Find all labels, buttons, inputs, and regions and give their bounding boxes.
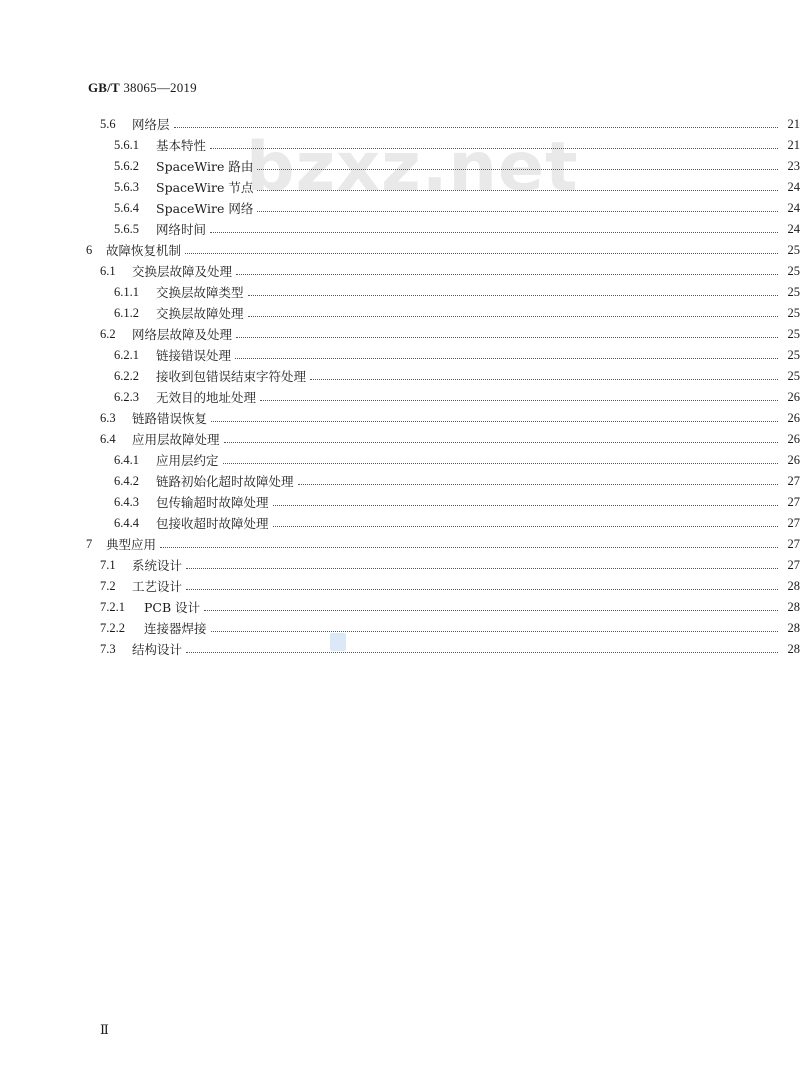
toc-entry-number: 6.4.1 (114, 453, 139, 467)
toc-entry-page: 23 (787, 159, 800, 173)
toc-entry-page: 24 (787, 180, 800, 194)
toc-dot-leader (236, 274, 778, 275)
toc-entry-title: 网络层 (132, 117, 170, 132)
toc-entry-page: 24 (787, 222, 800, 236)
toc-entry-page: 24 (787, 201, 800, 215)
toc-entry-number: 5.6.4 (114, 201, 139, 215)
toc-entry-title: 包传输超时故障处理 (156, 495, 269, 510)
toc-entry[interactable] (0, 219, 800, 240)
toc-dot-leader (174, 127, 778, 128)
toc-dot-leader (260, 400, 778, 401)
toc-entry-title: SpaceWire 网络 (156, 201, 254, 216)
toc-entry-number: 6 (86, 243, 93, 257)
toc-entry-title: PCB 设计 (144, 600, 201, 615)
toc-entry-page: 26 (787, 453, 800, 467)
toc-entry-title: 交换层故障类型 (156, 285, 244, 300)
toc-entry-number: 6.2.2 (114, 369, 139, 383)
toc-entry-page: 25 (787, 285, 800, 299)
standard-prefix: GB/T (88, 80, 120, 95)
toc-entry[interactable] (0, 555, 800, 576)
toc-entry-number: 6.4.3 (114, 495, 139, 509)
toc-entry[interactable] (0, 114, 800, 135)
toc-entry-page: 25 (787, 243, 800, 257)
toc-dot-leader (248, 295, 778, 296)
toc-entry-number: 6.4 (100, 432, 116, 446)
toc-entry-number: 5.6.5 (114, 222, 139, 236)
toc-entry[interactable] (0, 639, 800, 660)
toc-entry-title: 交换层故障处理 (156, 306, 244, 321)
toc-dot-leader (210, 232, 778, 233)
toc-entry-page: 25 (787, 327, 800, 341)
toc-entry-page: 27 (787, 516, 800, 530)
toc-entry[interactable] (0, 618, 800, 639)
toc-entry-title: 接收到包错误结束字符处理 (156, 369, 307, 384)
toc-entry-page: 26 (787, 411, 800, 425)
toc-entry-page: 21 (787, 117, 800, 131)
toc-entry-number: 7.1 (100, 558, 116, 572)
toc-dot-leader (273, 505, 778, 506)
toc-entry[interactable] (0, 345, 800, 366)
page-number: Ⅱ (100, 1022, 109, 1037)
standard-number: 38065—2019 (123, 80, 197, 95)
toc-dot-leader (257, 169, 778, 170)
toc-dot-leader (210, 148, 778, 149)
toc-entry-title: 结构设计 (132, 642, 183, 657)
toc-entry-page: 28 (787, 621, 800, 635)
toc-dot-leader (273, 526, 778, 527)
toc-entry-number: 6.4.4 (114, 516, 139, 530)
toc-entry-title: 包接收超时故障处理 (156, 516, 269, 531)
toc-entry-title: 系统设计 (132, 558, 183, 573)
watermark-logo: bzxz.net (246, 128, 579, 207)
toc-dot-leader (211, 421, 778, 422)
toc-entry[interactable] (0, 450, 800, 471)
toc-entry-page: 25 (787, 348, 800, 362)
toc-entry-number: 5.6.1 (114, 138, 139, 152)
toc-entry-title: 链接错误处理 (156, 348, 232, 363)
toc-entry-page: 27 (787, 558, 800, 572)
toc-dot-leader (186, 568, 778, 569)
toc-entry-number: 6.1.1 (114, 285, 139, 299)
toc-dot-leader (223, 463, 778, 464)
toc-entry-number: 5.6.2 (114, 159, 139, 173)
toc-entry-number: 5.6 (100, 117, 116, 131)
toc-entry-title: SpaceWire 路由 (156, 159, 254, 174)
toc-entry-page: 28 (787, 600, 800, 614)
toc-entry-page: 21 (787, 138, 800, 152)
toc-entry-page: 26 (787, 390, 800, 404)
toc-entry-page: 27 (787, 474, 800, 488)
toc-entry-page: 25 (787, 264, 800, 278)
toc-entry[interactable] (0, 198, 800, 219)
toc-entry-title: 链路初始化超时故障处理 (156, 474, 294, 489)
toc-entry-page: 27 (787, 495, 800, 509)
toc-entry-page: 27 (787, 537, 800, 551)
toc-dot-leader (236, 337, 778, 338)
toc-entry-page: 25 (787, 369, 800, 383)
toc-dot-leader (298, 484, 778, 485)
toc-dot-leader (224, 442, 778, 443)
toc-entry[interactable] (0, 303, 800, 324)
toc-entry[interactable] (0, 366, 800, 387)
table-of-contents (0, 114, 800, 660)
toc-dot-leader (211, 631, 778, 632)
toc-entry-title: 应用层故障处理 (132, 432, 220, 447)
toc-entry-title: 网络时间 (156, 222, 207, 237)
toc-entry-number: 5.6.3 (114, 180, 139, 194)
toc-entry-number: 7 (86, 537, 93, 551)
toc-entry-title: 链路错误恢复 (132, 411, 208, 426)
toc-entry[interactable] (0, 534, 800, 555)
toc-dot-leader (257, 190, 778, 191)
toc-entry-title: 应用层约定 (156, 453, 219, 468)
toc-dot-leader (248, 316, 778, 317)
toc-entry-page: 25 (787, 306, 800, 320)
toc-dot-leader (257, 211, 778, 212)
toc-entry-title: 基本特性 (156, 138, 207, 153)
toc-entry[interactable] (0, 597, 800, 618)
toc-entry-title: 无效目的地址处理 (156, 390, 257, 405)
document-header (88, 80, 197, 96)
toc-entry-number: 6.2.3 (114, 390, 139, 404)
toc-dot-leader (235, 358, 778, 359)
toc-entry-number: 6.2 (100, 327, 116, 341)
toc-entry[interactable] (0, 261, 800, 282)
toc-entry-page: 26 (787, 432, 800, 446)
toc-entry-title: 网络层故障及处理 (132, 327, 233, 342)
toc-entry[interactable] (0, 429, 800, 450)
toc-entry-number: 7.2 (100, 579, 116, 593)
toc-dot-leader (204, 610, 778, 611)
toc-dot-leader (310, 379, 778, 380)
toc-entry-title: 交换层故障及处理 (132, 264, 233, 279)
toc-entry[interactable] (0, 387, 800, 408)
toc-dot-leader (186, 652, 778, 653)
toc-entry-title: SpaceWire 节点 (156, 180, 254, 195)
toc-entry-title: 工艺设计 (132, 579, 183, 594)
toc-entry[interactable] (0, 408, 800, 429)
toc-entry-number: 6.2.1 (114, 348, 139, 362)
toc-dot-leader (185, 253, 778, 254)
toc-entry[interactable] (0, 156, 800, 177)
toc-entry-number: 6.1.2 (114, 306, 139, 320)
toc-entry[interactable] (0, 471, 800, 492)
toc-dot-leader (160, 547, 778, 548)
toc-entry[interactable] (0, 240, 800, 261)
toc-entry[interactable] (0, 513, 800, 534)
toc-entry[interactable] (0, 177, 800, 198)
toc-entry-number: 6.1 (100, 264, 116, 278)
toc-entry-number: 7.2.2 (100, 621, 125, 635)
toc-dot-leader (186, 589, 778, 590)
toc-entry-page: 28 (787, 579, 800, 593)
toc-entry-number: 6.4.2 (114, 474, 139, 488)
toc-entry-page: 28 (787, 642, 800, 656)
toc-entry[interactable] (0, 324, 800, 345)
toc-entry[interactable] (0, 135, 800, 156)
toc-entry[interactable] (0, 576, 800, 597)
toc-entry-number: 6.3 (100, 411, 116, 425)
toc-entry-title: 故障恢复机制 (106, 243, 182, 258)
toc-entry-title: 连接器焊接 (144, 621, 207, 636)
toc-entry-number: 7.2.1 (100, 600, 125, 614)
toc-entry-title: 典型应用 (106, 537, 157, 552)
toc-entry[interactable] (0, 282, 800, 303)
toc-entry-number: 7.3 (100, 642, 116, 656)
toc-entry[interactable] (0, 492, 800, 513)
